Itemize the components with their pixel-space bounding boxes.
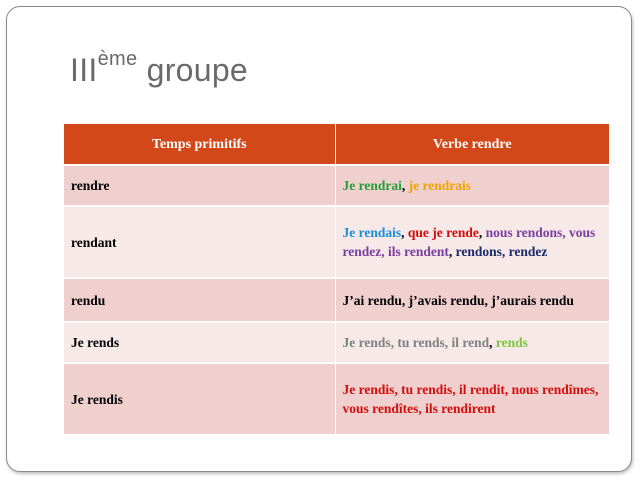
- slide-title: [70, 48, 249, 89]
- verb-form: ,: [401, 178, 409, 193]
- verb-form: J’ai rendu, j’avais rendu, j’aurais rendu: [342, 292, 574, 308]
- table-row: [64, 363, 609, 435]
- verb-form: ,: [448, 244, 456, 259]
- row-label: Je rendis: [64, 363, 335, 435]
- verb-form: Je rendais: [342, 225, 402, 240]
- title-rest: groupe: [146, 52, 249, 88]
- verb-form: rendons, rendez: [455, 244, 548, 259]
- row-label: rendant: [64, 206, 335, 278]
- verb-form: Je rendrai: [342, 178, 402, 193]
- verb-form: ,: [478, 225, 486, 240]
- conjugation-table: [64, 124, 609, 436]
- verb-form: Je rends, tu rends, il rend: [342, 335, 490, 350]
- verb-form: je rendrais: [408, 178, 471, 193]
- row-label: Je rends: [64, 322, 335, 363]
- row-forms: [335, 322, 609, 363]
- verb-form: rends: [495, 335, 528, 350]
- row-forms: [335, 363, 609, 435]
- table-row: [64, 322, 609, 363]
- table-row: [64, 165, 609, 206]
- verb-form: ,: [489, 335, 496, 350]
- table-row: [64, 206, 609, 278]
- row-forms: [335, 165, 609, 206]
- title-superscript: ème: [97, 48, 138, 70]
- row-forms: [335, 278, 609, 322]
- verb-form: Je rendis, tu rendis, il rendit, nous rendîmes, vous rendîtes, ils rendirent: [342, 382, 599, 416]
- header-temps-primitifs: Temps primitifs: [64, 124, 335, 165]
- verb-form: que je rende: [407, 225, 479, 240]
- header-verbe-rendre: Verbe rendre: [335, 124, 609, 165]
- table-row: [64, 278, 609, 322]
- row-label: rendre: [64, 165, 335, 206]
- table-header-row: [64, 124, 609, 165]
- verb-form: ,: [401, 225, 408, 240]
- title-main: III: [70, 52, 98, 88]
- row-label: rendu: [64, 278, 335, 322]
- row-forms: [335, 206, 609, 278]
- verb-form: nous rendons, vous rendez, ils rendent: [342, 225, 596, 259]
